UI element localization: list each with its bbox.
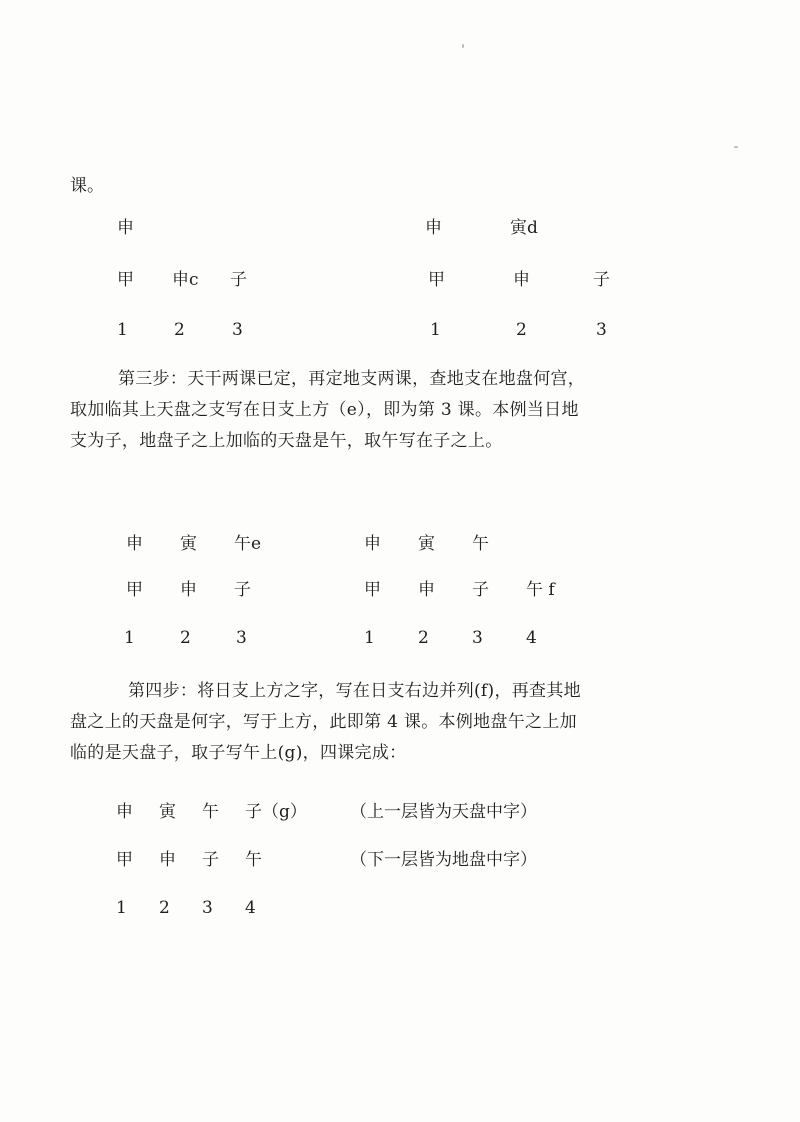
step3-paragraph [70, 364, 730, 457]
block2-left-r1-c2: 寅 [180, 534, 197, 554]
block3-r2-c3: 子 [202, 850, 219, 870]
block3-row2-note: （下一层皆为地盘中字） [350, 850, 537, 870]
step4-line-3: 临的是天盘子，取子写午上(g)，四课完成： [70, 743, 407, 763]
block3-row1-note: （上一层皆为天盘中字） [350, 802, 537, 822]
block3-r1-c2: 寅 [159, 802, 176, 822]
step4-paragraph [70, 676, 730, 769]
block2-left-r2-c3: 子 [234, 580, 251, 600]
block2-right-r2-c3: 子 [472, 580, 489, 600]
block2-left-r1-c3: 午e [234, 534, 262, 554]
block1-right-r2-c2: 申 [513, 270, 530, 290]
block1-right-r3-c1: 1 [430, 320, 441, 340]
block1-right-r1-c1: 申 [425, 218, 442, 238]
block2-right-r2-c1: 甲 [364, 580, 381, 600]
scan-speck [462, 44, 464, 48]
block2-left-r3-c3: 3 [236, 628, 247, 648]
block1-left-r3-c2: 2 [174, 320, 185, 340]
block2-left-r3-c1: 1 [124, 628, 135, 648]
block1-left-r3-c1: 1 [117, 320, 128, 340]
block3-r1-c1: 申 [116, 802, 133, 822]
block1-right-r3-c2: 2 [516, 320, 527, 340]
block1-right-r2-c1: 甲 [428, 270, 445, 290]
block3-r3-c3: 3 [202, 898, 213, 918]
top-fragment-text: 课。 [70, 176, 104, 196]
block1-left-r2-c2: 申c [172, 270, 199, 290]
block3-r2-c4: 午 [245, 850, 262, 870]
block1-right-r1-c2: 寅d [510, 218, 538, 238]
step4-line-2: 盘之上的天盘是何字，写于上方，此即第 4 课。本例地盘午之上加 [70, 712, 577, 732]
block2-left-r1-c1: 申 [126, 534, 143, 554]
block2-right-r3-c3: 3 [472, 628, 483, 648]
block3-r2-c1: 甲 [116, 850, 133, 870]
block2-left-r2-c2: 申 [180, 580, 197, 600]
block1-left-r2-c3: 子 [230, 270, 247, 290]
block3-r1-c4: 子（g） [245, 802, 307, 822]
block1-right-r3-c3: 3 [596, 320, 607, 340]
block2-right-r3-c1: 1 [364, 628, 375, 648]
step3-line-1: 第三步：天干两课已定，再定地支两课，查地支在地盘何宫， [118, 369, 586, 389]
block3-r3-c2: 2 [159, 898, 170, 918]
block2-right-r1-c2: 寅 [418, 534, 435, 554]
block3-r3-c1: 1 [116, 898, 127, 918]
block1-left-r1-c1: 申 [117, 218, 134, 238]
step3-line-3: 支为子，地盘子之上加临的天盘是午，取午写在子之上。 [70, 431, 503, 451]
step4-line-1: 第四步：将日支上方之字，写在日支右边并列(f)，再查其地 [128, 681, 581, 701]
block2-right-r2-c4: 午 f [526, 580, 555, 600]
block3-r3-c4: 4 [245, 898, 256, 918]
scan-speck [734, 146, 738, 148]
block2-right-r2-c2: 申 [418, 580, 435, 600]
block2-right-r1-c3: 午 [472, 534, 489, 554]
block2-right-r1-c1: 申 [364, 534, 381, 554]
block1-right-r2-c3: 子 [593, 270, 610, 290]
block1-left-r2-c1: 甲 [117, 270, 134, 290]
block2-left-r2-c1: 甲 [126, 580, 143, 600]
block1-left-r3-c3: 3 [232, 320, 243, 340]
block2-right-r3-c2: 2 [418, 628, 429, 648]
block3-r2-c2: 申 [159, 850, 176, 870]
block3-r1-c3: 午 [202, 802, 219, 822]
block2-left-r3-c2: 2 [180, 628, 191, 648]
block2-right-r3-c4: 4 [526, 628, 537, 648]
step3-line-2: 取加临其上天盘之支写在日支上方（e），即为第 3 课。本例当日地 [70, 400, 579, 420]
